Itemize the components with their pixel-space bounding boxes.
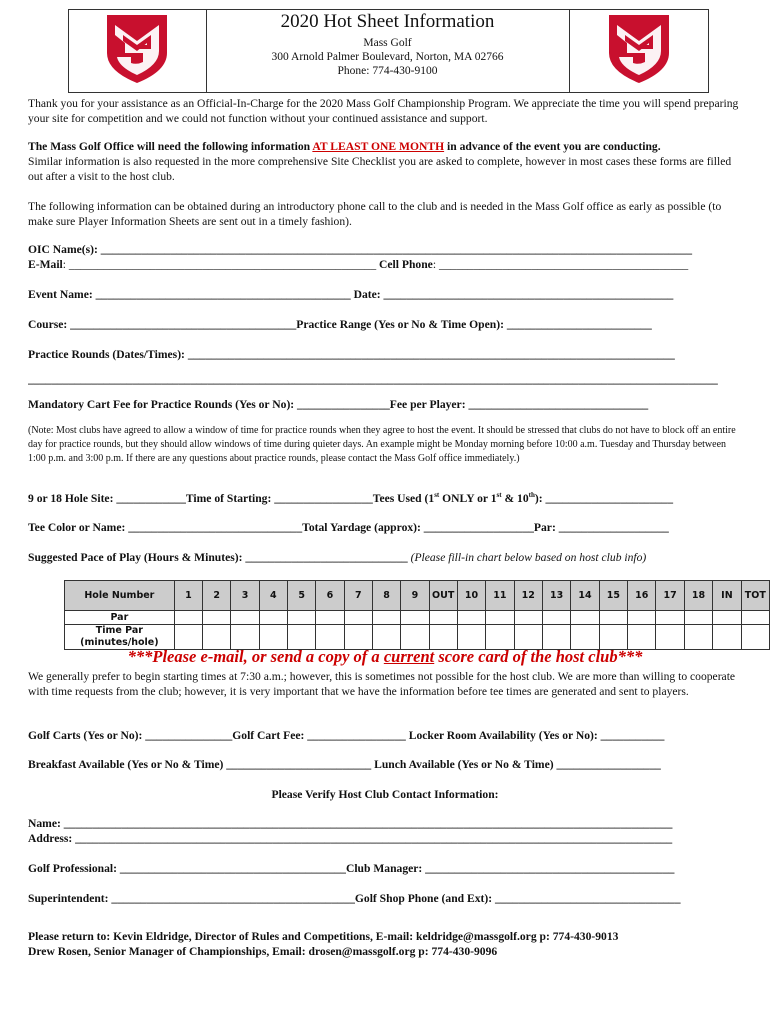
hole-18-header: 18 xyxy=(684,581,712,611)
tee-color-field[interactable]: Tee Color or Name: ______________________________Total Yardage (approx): ___________________Par: ___________________ xyxy=(28,521,669,534)
practice-rounds-field[interactable]: Practice Rounds (Dates/Times): ____________________________________________________________________________________ xyxy=(28,348,675,361)
hole-11-header: 11 xyxy=(486,581,514,611)
intro-paragraph: Thank you for your assistance as an Official-In-Charge for the 2020 Mass Golf Championship Program. We appreciate the time you will spend preparing your site for competition and we could not function without your continued assistance and support. xyxy=(28,97,739,125)
hole-17-header: 17 xyxy=(656,581,684,611)
oic-name-field[interactable]: OIC Name(s): ______________________________________________________________________________________________________ xyxy=(28,243,693,256)
hole-8-header: 8 xyxy=(372,581,400,611)
golf-pro-field[interactable]: Golf Professional: _______________________________________Club Manager: ___________________________________________ xyxy=(28,862,675,875)
hole-7-header: 7 xyxy=(344,581,372,611)
email-label: E-Mail xyxy=(28,258,63,271)
hole-16-header: 16 xyxy=(628,581,656,611)
deadline-highlight: AT LEAST ONE MONTH xyxy=(312,140,445,153)
tees-used-line: ): ______________________ xyxy=(534,491,674,505)
pace-note: (Please fill-in chart below based on host club info) xyxy=(410,551,647,564)
scorecard-before: ***Please e-mail, or send a copy of a xyxy=(127,647,384,666)
cell-label: Cell Phone xyxy=(376,258,433,271)
hole-13-header: 13 xyxy=(542,581,570,611)
deadline-bold-a: The Mass Golf Office will need the following information xyxy=(28,140,313,153)
email-cell-field[interactable] xyxy=(28,258,744,271)
contact-name-field[interactable]: Name: _________________________________________________________________________________________________________ xyxy=(28,817,673,830)
pace-label: Suggested Pace of Play (Hours & Minutes): ____________________________ xyxy=(28,551,411,564)
org-phone: Phone: 774-430-9100 xyxy=(337,65,438,77)
sup-th: th xyxy=(528,491,535,499)
food-availability-field[interactable]: Breakfast Available (Yes or No & Time) _________________________ Lunch Available (Yes or No & Time) __________________ xyxy=(28,758,661,771)
org-name: Mass Golf xyxy=(363,37,412,49)
tot-header: TOT xyxy=(741,581,769,611)
pace-of-play-table xyxy=(64,580,770,650)
hole-number-header: Hole Number xyxy=(65,581,175,611)
deadline-bold-b: in advance of the event you are conducting. xyxy=(444,140,661,153)
mass-golf-logo-right xyxy=(607,13,671,85)
phone-call-paragraph: The following information can be obtained during an introductory phone call to the club and is needed in the Mass Golf office as early as possible (to make sure Player Information Sheets are sent out in a timely fashion). xyxy=(28,200,722,228)
scorecard-request xyxy=(0,647,770,667)
hole-site-field[interactable] xyxy=(28,491,744,505)
hole-5-header: 5 xyxy=(287,581,315,611)
hole-6-header: 6 xyxy=(316,581,344,611)
golf-carts-field[interactable]: Golf Carts (Yes or No): _______________Golf Cart Fee: _________________ Locker Room Availability (Yes or No): ___________ xyxy=(28,729,665,742)
deadline-paragraph xyxy=(28,139,746,184)
event-date-field[interactable]: Event Name: ____________________________________________ Date: __________________________________________________ xyxy=(28,288,674,301)
time-par-label: Time Par (minutes/hole) xyxy=(65,625,175,650)
hole-12-header: 12 xyxy=(514,581,542,611)
hole-9-header: 9 xyxy=(401,581,429,611)
hole-4-header: 4 xyxy=(259,581,287,611)
hole-10-header: 10 xyxy=(457,581,485,611)
hole-1-header: 1 xyxy=(174,581,202,611)
hole-15-header: 15 xyxy=(599,581,627,611)
org-address: 300 Arnold Palmer Boulevard, Norton, MA 02766 xyxy=(271,51,504,63)
scorecard-current: current xyxy=(383,647,435,666)
sup-st-2: st xyxy=(496,491,502,499)
superintendent-field[interactable]: Superintendent: __________________________________________Golf Shop Phone (and Ext): ________________________________ xyxy=(28,892,681,905)
hole-2-header: 2 xyxy=(203,581,231,611)
email-line[interactable]: : _____________________________________________________ xyxy=(62,258,377,271)
course-range-field[interactable]: Course: _______________________________________Practice Range (Yes or No & Time Open): _________________________ xyxy=(28,318,652,331)
scorecard-after: score card of the host club*** xyxy=(434,647,643,666)
cart-fee-field[interactable]: Mandatory Cart Fee for Practice Rounds (Yes or No): ________________Fee per Player: _______________________________ xyxy=(28,398,649,411)
return-line-2: Drew Rosen, Senior Manager of Championships, Email: drosen@massgolf.org p: 774-430-9096 xyxy=(28,945,498,958)
sup-st-1: st xyxy=(434,491,440,499)
hole-site-text: 9 or 18 Hole Site: ____________Time of Starting: _________________Tees Used (1 xyxy=(28,491,435,505)
return-line-1: Please return to: Kevin Eldridge, Director of Rules and Competitions, E-mail: keldridge@massgolf.org p: 774-430-9013 xyxy=(28,930,619,943)
deadline-rest: Similar information is also requested in the more comprehensive Site Checklist you are asked to complete, however in most cases these forms are filled out after a visit to the host club. xyxy=(28,155,732,183)
in-header: IN xyxy=(713,581,741,611)
hole-14-header: 14 xyxy=(571,581,599,611)
practice-rounds-extra-line[interactable]: _______________________________________________________________________________________________________________________ xyxy=(28,373,718,386)
pace-of-play-field[interactable] xyxy=(28,551,744,564)
practice-note: (Note: Most clubs have agreed to allow a window of time for practice rounds when they agree to host the event. It should be stressed that clubs do not have to block off an entire day for practice rounds, but they should allow windows of time during quieter days. An example might be Monday morning before 10:00 a.m. Tuesday and Thursday between 1:00 p.m. and 3:00 p.m. If there are any questions about practice rounds, please contact the Mass Golf office immediately.) xyxy=(28,425,736,464)
out-header: OUT xyxy=(429,581,457,611)
table-header-row xyxy=(65,581,770,611)
only-or-text: ONLY or 1 xyxy=(439,491,497,505)
page-title: 2020 Hot Sheet Information xyxy=(280,11,495,32)
cell-line[interactable]: : ___________________________________________ xyxy=(432,258,689,271)
contact-heading: Please Verify Host Club Contact Information: xyxy=(271,788,499,801)
par-row xyxy=(65,611,770,625)
amp-10-text: & 10 xyxy=(501,491,529,505)
contact-address-field[interactable]: Address: _______________________________________________________________________________________________________ xyxy=(28,832,673,845)
tee-times-paragraph: We generally prefer to begin starting times at 7:30 a.m.; however, this is sometimes not possible for the host club. We are more than willing to cooperate with time requests from the club; however, it is very important that we have the information before tee times are generated and sent to players. xyxy=(28,670,736,698)
hole-3-header: 3 xyxy=(231,581,259,611)
time-par-row xyxy=(65,625,770,650)
mass-golf-logo-left xyxy=(105,13,169,85)
par-label: Par xyxy=(65,611,175,625)
